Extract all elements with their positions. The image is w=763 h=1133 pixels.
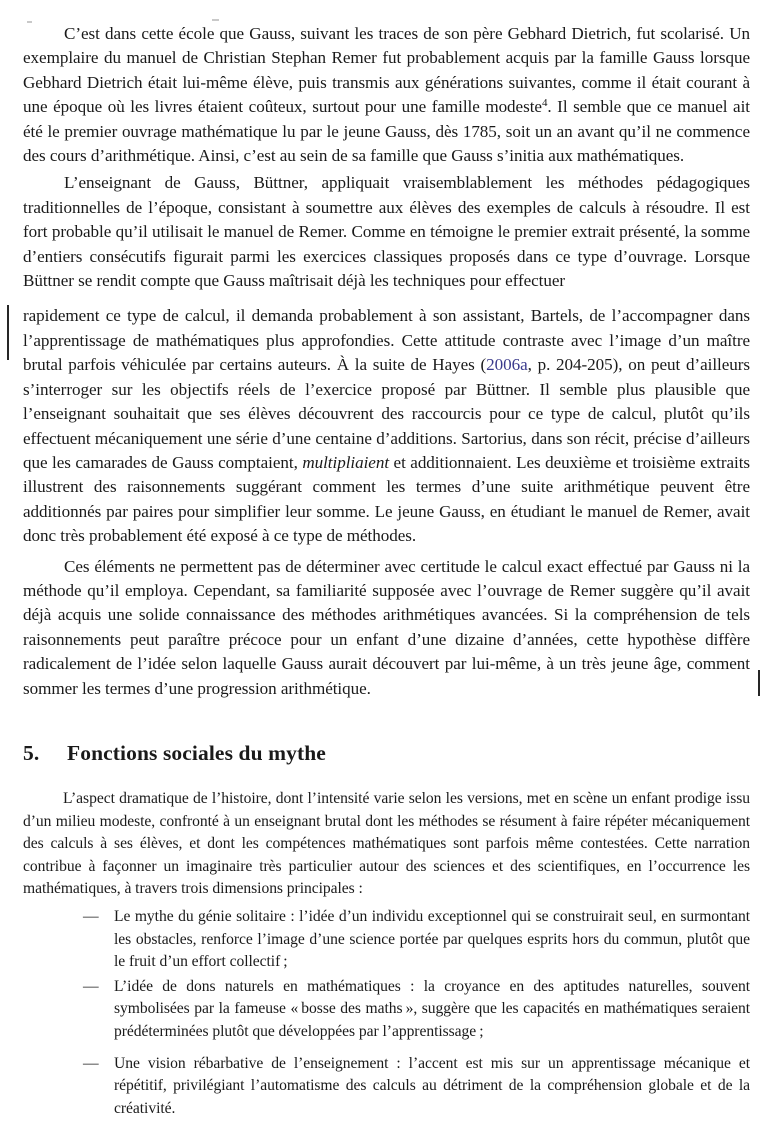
paragraph-1 bbox=[23, 22, 750, 168]
paragraph-2-part-b bbox=[23, 304, 750, 548]
paragraph-2b-text-before-reference: rapidement ce type de calcul, il demanda probablement à son assistant, Bartels, de l’accompagner dans l’apprentissage de mathématiques plus approfondies. Cette attitude contraste avec l’image d’un maître brutal parfois véhiculée par certains auteurs. À la suite de Hayes ( bbox=[23, 306, 750, 375]
page-content bbox=[23, 22, 750, 1120]
paragraph-1-text: C’est dans cette école que Gauss, suivant les traces de son père Gebhard Dietrich, fut scolarisé. Un exemplaire du manuel de Christian Stephan Remer fut probablement acquis par la famille Gauss lorsque Gebhard Dietrich était lui-même élève, puis transmis aux générations suivantes, comme il était courant à une époque où les livres étaient coûteux, surtout pour une famille modeste bbox=[23, 24, 750, 117]
right-margin-change-bar bbox=[758, 670, 760, 696]
paragraph-3-text: Ces éléments ne permettent pas de déterminer avec certitude le calcul exact effectué par Gauss ni la méthode qu’il employa. Cependant, sa familiarité supposée avec l’ouvrage de Remer suggère qu’il avait déjà acquis une solide connaissance des méthodes arithmétiques avancées. Si la compréhension de tels raisonnements peut paraître précoce pour un enfant d’une dizaine d’années, cette hypothèse diffère radicalement de l’idée selon laquelle Gauss aurait découvert par lui-même, à un très jeune âge, comment sommer les termes d’une progression arithmétique. bbox=[23, 556, 750, 698]
paragraph-2-part-a bbox=[23, 171, 750, 293]
section-intro-paragraph bbox=[23, 788, 750, 901]
section-intro-text: L’aspect dramatique de l’histoire, dont l’intensité varie selon les versions, met en scène un enfant prodige issu d’un milieu modeste, confronté à un enseignant brutal dont les méthodes se résument à faire répéter mécaniquement des calculs à ses élèves, et dont les compétences mathématiques sont parfois même contestées. Cette narration contribue à façonner un imaginaire très particulier autour des sciences et des scientifiques, en l’occurrence les mathématiques, à travers trois dimensions principales : bbox=[23, 789, 750, 898]
paragraph-3 bbox=[23, 555, 750, 701]
scan-artifact-speckle bbox=[212, 19, 219, 21]
paragraph-2b-text-after-emphasis: et additionnaient. Les deuxième et troisième extraits illustrent des raisonnements suggérant comment les termes d’une suite arithmétique peuvent être additionnés par paires pour simplifier leur somme. Le jeune Gauss, en étudiant le manuel de Remer, avait donc très probablement été exposé à ce type de méthodes. bbox=[23, 452, 750, 546]
em-dash-bullet-icon: — bbox=[83, 907, 99, 925]
list-item bbox=[83, 906, 750, 974]
section-heading-5 bbox=[23, 739, 750, 767]
paragraph-2b-text-middle: , p. 204-205), on peut d’ailleurs s’interroger sur les objectifs réels de l’exercice proposé par Büttner. Il semble plus plausible que l’enseignant souhaitait que ses élèves découvrent des raccourcis pour ce type de calcul, plutôt qu’ils effectuent mécaniquement une série d’une centaine d’additions. Sartorius, dans son récit, précise d’ailleurs que les camarades de Gauss comptaient, bbox=[23, 355, 750, 472]
footnote-marker-4[interactable]: 4 bbox=[541, 97, 548, 110]
list-item bbox=[83, 976, 750, 1044]
section-title: Fonctions sociales du mythe bbox=[67, 740, 326, 765]
dimensions-list bbox=[23, 906, 750, 1120]
em-dash-bullet-icon: — bbox=[83, 977, 99, 995]
citation-link-hayes-2006a[interactable]: 2006a bbox=[486, 355, 528, 375]
paragraph-1-text-after-marker: . Il semble que ce manuel ait été le premier ouvrage mathématique lu par le jeune Gauss, dès 1785, soit un an avant qu’il ne commence des cours d’arithmétique. Ainsi, c’est au sein de sa famille que Gauss s’initia aux mathématiques. bbox=[23, 97, 750, 166]
list-item-text: Une vision rébarbative de l’enseignement : l’accent est mis sur un apprentissage mécanique et répétitif, privilégiant l’automatisme des calculs au détriment de la compréhension globale et de la créativité. bbox=[114, 1054, 750, 1117]
left-margin-change-bar bbox=[7, 305, 9, 360]
section-number: 5. bbox=[23, 740, 40, 765]
em-dash-bullet-icon: — bbox=[83, 1054, 99, 1072]
list-item-text: L’idée de dons naturels en mathématiques : la croyance en des aptitudes naturelles, souvent symbolisées par la fameuse « bosse des maths », suggère que les capacités en mathématiques seraient prédéterminées plutôt que développées par l’apprentissage ; bbox=[114, 977, 750, 1040]
emphasis-multipliaient: multipliaient bbox=[302, 452, 390, 472]
list-item bbox=[83, 1053, 750, 1121]
list-item-text: Le mythe du génie solitaire : l’idée d’un individu exceptionnel qui se construirait seul, en surmontant les obstacles, renforce l’image d’une science portée par quelques esprits hors du commun, plutôt que le fruit d’un effort collectif ; bbox=[114, 907, 750, 971]
paragraph-2a-text: L’enseignant de Gauss, Büttner, appliquait vraisemblablement les méthodes pédagogiques traditionnelles de l’époque, consistant à soumettre aux élèves des exemples de calculs à résoudre. Il est fort probable qu’il utilisait le manuel de Remer. Comme en témoigne le premier extrait présenté, la somme d’entiers consécutifs figurait parmi les exercices classiques proposés dans ce type d’ouvrage. Lorsque Büttner se rendit compte que Gauss maîtrisait déjà les techniques pour effectuer bbox=[23, 173, 750, 291]
